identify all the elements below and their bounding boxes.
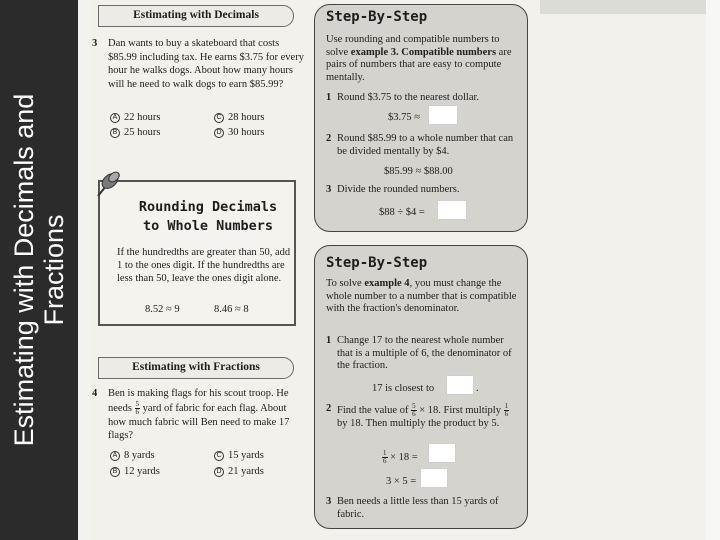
- fraction-denominator: 6: [135, 407, 140, 416]
- calc-text: × 18 =: [390, 452, 418, 463]
- step-1-calculation: $3.75 ≈: [388, 112, 421, 123]
- step-text: Round $3.75 to the nearest dollar.: [337, 92, 480, 103]
- step-2-calculation-2: 3 × 5 =: [386, 476, 417, 487]
- answer-box[interactable]: [428, 443, 456, 463]
- choice-d: [214, 466, 264, 477]
- step-3: [326, 496, 522, 521]
- choice-text: 21 yards: [228, 466, 264, 477]
- intro-text-2: are pairs of numbers that are easy to compute mentally.: [326, 46, 512, 83]
- problem-number: 3: [92, 38, 98, 49]
- fraction: [504, 403, 510, 418]
- problem-text: [108, 387, 304, 443]
- step-text-b: × 18. First multiply: [419, 405, 501, 416]
- choice-text: 12 yards: [124, 466, 160, 477]
- choice-d: [214, 127, 264, 138]
- choice-c: [214, 112, 264, 123]
- step-box-2-intro: [326, 278, 522, 316]
- step-1-calculation: 17 is closest to: [372, 383, 435, 394]
- answer-box[interactable]: [420, 468, 448, 488]
- fraction-numerator: 5: [135, 399, 140, 408]
- step-number: 2: [326, 403, 332, 414]
- choice-b: [110, 466, 160, 477]
- step-text-a: Find the value of: [337, 405, 409, 416]
- fractions-section-header: Estimating with Fractions: [98, 357, 294, 379]
- choice-letter: D: [214, 128, 224, 138]
- rounding-title-line-1: Rounding Decimals: [138, 199, 278, 215]
- choice-text: 30 hours: [228, 127, 265, 138]
- pushpin-icon: [92, 168, 124, 200]
- fraction: [411, 403, 417, 418]
- step-box-1-intro: [326, 34, 522, 84]
- step-2: [326, 133, 522, 158]
- problem-number: 4: [92, 388, 98, 399]
- rounding-title-line-2: to Whole Numbers: [142, 218, 274, 234]
- problem-text-part-2: yard of fabric for each flag. About how much fabric will Ben need to make 17 flags?: [108, 402, 290, 441]
- step-3-calculation: $88 ÷ $4 =: [379, 207, 425, 218]
- choice-letter: B: [110, 128, 120, 138]
- step-2-calculation: $85.99 ≈ $88.00: [384, 166, 453, 177]
- intro-text-1: To solve: [326, 278, 362, 289]
- step-number: 1: [326, 335, 332, 346]
- step-number: 3: [326, 496, 332, 507]
- intro-text-2: , you must change the whole number to a number that is compatible with the fraction's denominator.: [326, 278, 517, 314]
- answer-box[interactable]: [446, 375, 474, 395]
- top-right-strip: [540, 0, 706, 14]
- step-2-calculation-1: [382, 450, 418, 465]
- slide-title-line-2: Fractions: [39, 214, 69, 326]
- decimals-section-header: Estimating with Decimals: [98, 5, 294, 27]
- slide-title: [9, 20, 69, 520]
- rounding-title: [120, 198, 296, 236]
- fraction-denominator: 6: [504, 410, 509, 418]
- rounding-example-1: 8.52 ≈ 9: [145, 304, 180, 315]
- choice-letter: C: [214, 451, 224, 461]
- choice-letter: C: [214, 113, 224, 123]
- step-text-c: by 18. Then multiply the product by 5.: [337, 418, 500, 429]
- step-text: Divide the rounded numbers.: [337, 184, 460, 195]
- step-box-2-title: Step-By-Step: [326, 255, 428, 271]
- fraction-denominator: 6: [412, 410, 416, 418]
- intro-bold: example 4: [364, 278, 410, 289]
- choice-a: [110, 112, 160, 123]
- fraction-numerator: 1: [504, 402, 509, 410]
- scanned-page-right: [540, 14, 706, 540]
- fraction-numerator: 5: [412, 402, 416, 410]
- fraction-denominator: 6: [383, 457, 387, 465]
- fraction: [135, 401, 141, 416]
- problem-text-part-1: Ben is making flags for his scout troop. He needs: [108, 388, 289, 414]
- step-number: 3: [326, 184, 332, 195]
- step-1: [326, 92, 522, 105]
- choice-text: 25 hours: [124, 127, 161, 138]
- step-1: [326, 335, 516, 373]
- answer-box[interactable]: [428, 105, 458, 125]
- right-margin: [706, 0, 720, 540]
- choice-text: 28 hours: [228, 112, 265, 123]
- rounding-example-2: 8.46 ≈ 8: [214, 304, 249, 315]
- choice-b: [110, 127, 160, 138]
- choice-a: [110, 450, 155, 461]
- choice-letter: A: [110, 113, 120, 123]
- fraction: [382, 450, 388, 465]
- step-text: [337, 403, 522, 431]
- choice-letter: A: [110, 451, 120, 461]
- choice-text: 15 yards: [228, 450, 264, 461]
- intro-bold: example 3. Compatible numbers: [350, 46, 497, 58]
- step-text: Round $85.99 to a whole number that can be divided mentally by $4.: [337, 133, 514, 157]
- choice-letter: B: [110, 467, 120, 477]
- step-text: Ben needs a little less than 15 yards of fabric.: [337, 496, 499, 520]
- step-number: 2: [326, 133, 332, 144]
- choice-letter: D: [214, 467, 224, 477]
- choice-text: 8 yards: [124, 450, 155, 461]
- problem-text: Dan wants to buy a skateboard that costs $85.99 including tax. He earns $3.75 for every hour he walks dogs. About how many hours will he need to walk dogs to earn $85.99?: [108, 38, 304, 90]
- choice-text: 22 hours: [124, 112, 161, 123]
- intro-text-1: Use rounding and compatible numbers to solve: [326, 34, 500, 58]
- step-3: [326, 184, 522, 197]
- sidebar-rail: [78, 0, 90, 540]
- rounding-rule-text: If the hundredths are greater than 50, add 1 to the ones digit. If the hundredths are less than 50, leave the ones digit alone.: [117, 247, 291, 284]
- step-text: Change 17 to the nearest whole number that is a multiple of 6, the denominator of the fraction.: [337, 335, 512, 371]
- problem-3: [92, 37, 304, 91]
- slide-title-line-1: Estimating with Decimals and: [9, 93, 39, 447]
- period: .: [476, 383, 479, 394]
- step-2: [326, 403, 522, 431]
- answer-box[interactable]: [437, 200, 467, 220]
- fraction-numerator: 1: [383, 449, 387, 457]
- step-box-1-title: Step-By-Step: [326, 9, 428, 25]
- choice-c: [214, 450, 264, 461]
- problem-4: [92, 387, 304, 443]
- step-number: 1: [326, 92, 332, 103]
